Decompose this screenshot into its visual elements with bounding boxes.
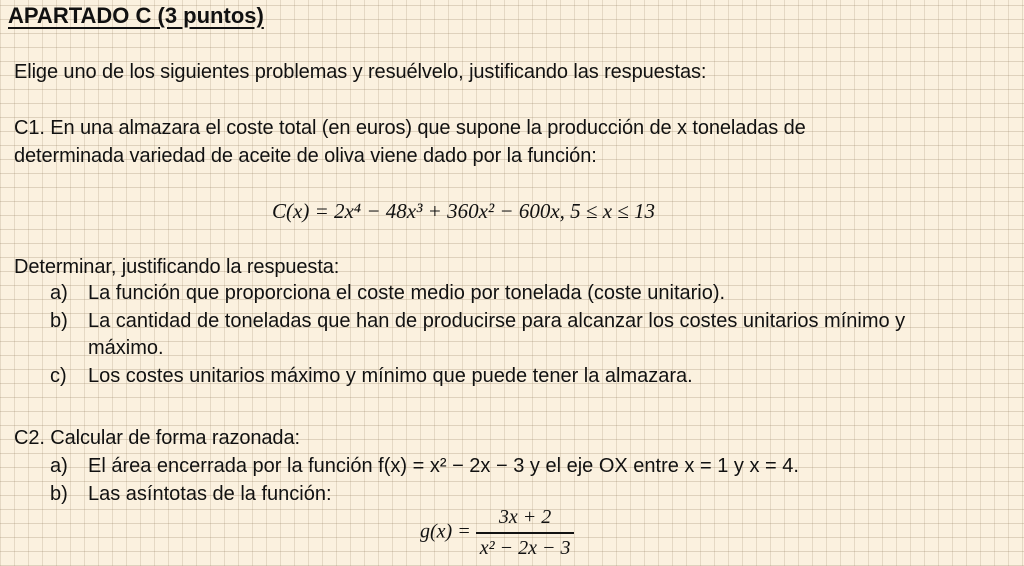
item-marker: a) bbox=[50, 282, 68, 304]
item-marker: b) bbox=[50, 310, 68, 332]
c1-cost-formula: C(x) = 2x⁴ − 48x³ + 360x² − 600x, 5 ≤ x ≤ 13 bbox=[272, 199, 656, 223]
c1-item-b-continuation: máximo. bbox=[88, 337, 164, 359]
g-function-formula bbox=[420, 506, 574, 560]
item-text: Los costes unitarios máximo y mínimo que puede tener la almazara. bbox=[88, 365, 693, 387]
c1-item-c bbox=[50, 365, 693, 388]
g-numerator: 3x + 2 bbox=[476, 506, 575, 534]
g-fraction bbox=[476, 506, 575, 560]
c2-item-b bbox=[50, 483, 332, 506]
g-denominator: x² − 2x − 3 bbox=[479, 537, 571, 559]
item-text: La cantidad de toneladas que han de producirse para alcanzar los costes unitarios mínimo y bbox=[88, 310, 906, 332]
c2-item-a bbox=[50, 455, 799, 478]
c1-intro-line1: C1. En una almazara el coste total (en euros) que supone la producción de x toneladas de bbox=[14, 117, 806, 139]
c1-prompt: Determinar, justificando la respuesta: bbox=[14, 256, 340, 278]
instruction-text: Elige uno de los siguientes problemas y resuélvelo, justificando las respuestas: bbox=[14, 61, 707, 83]
item-text: El área encerrada por la función f(x) = x² − 2x − 3 y el eje OX entre x = 1 y x = 4. bbox=[88, 455, 799, 477]
c1-item-b bbox=[50, 310, 905, 333]
c2-prompt: C2. Calcular de forma razonada: bbox=[14, 427, 300, 449]
g-lhs: g(x) = bbox=[420, 520, 471, 543]
c1-item-a bbox=[50, 282, 725, 305]
item-text: La función que proporciona el coste medio por tonelada (coste unitario). bbox=[88, 282, 726, 304]
item-text: Las asíntotas de la función: bbox=[88, 483, 332, 505]
item-marker: a) bbox=[50, 455, 68, 477]
c1-intro-line2: determinada variedad de aceite de oliva viene dado por la función: bbox=[14, 145, 597, 167]
item-marker: b) bbox=[50, 483, 68, 505]
item-marker: c) bbox=[50, 365, 67, 387]
section-title: APARTADO C (3 puntos) bbox=[8, 3, 264, 28]
